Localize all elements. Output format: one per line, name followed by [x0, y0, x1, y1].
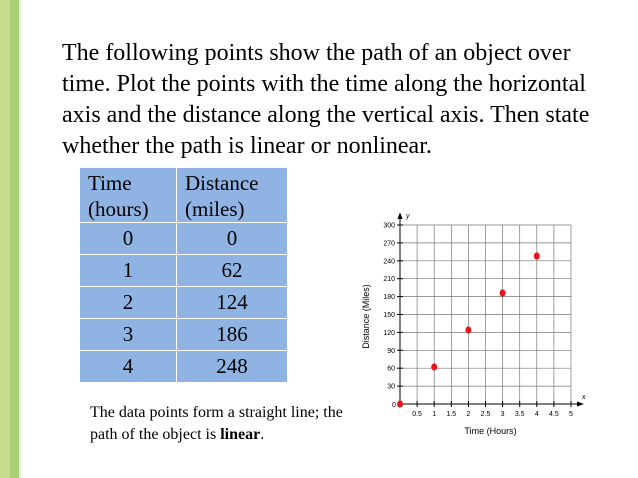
- scatter-chart: [355, 213, 595, 443]
- table-row: [80, 351, 288, 383]
- y-tick-label: 270: [383, 240, 395, 248]
- header-time-unit: (hours): [88, 197, 149, 221]
- table-header-row: [80, 168, 288, 223]
- data-point: [397, 400, 403, 407]
- header-distance-unit: (miles): [185, 197, 245, 221]
- data-point: [534, 252, 540, 259]
- table-cell-time: 2: [80, 287, 177, 319]
- y-axis-title: Distance (Miles): [361, 284, 371, 349]
- conclusion-text: [90, 402, 370, 446]
- table-cell-time: 3: [80, 319, 177, 351]
- table-cell-distance: 0: [177, 223, 288, 255]
- table-row: [80, 255, 288, 287]
- data-table: [79, 167, 288, 383]
- decorative-stripe: [10, 0, 19, 478]
- header-time-label: Time: [88, 171, 132, 195]
- conclusion-prefix: The data points form a straight line; the path of the object is: [90, 404, 343, 443]
- table-cell-distance: 186: [177, 319, 288, 351]
- x-tick-label: 2.5: [480, 411, 491, 418]
- origin-label: 0: [392, 402, 396, 409]
- header-distance: [177, 168, 288, 223]
- decorative-stripe: [19, 0, 21, 478]
- table-cell-distance: 124: [177, 287, 288, 319]
- header-time: [80, 168, 177, 223]
- x-axis-title: Time (Hours): [464, 426, 517, 436]
- x-tick-label: 3.5: [514, 411, 525, 418]
- y-axis-letter: y: [406, 213, 410, 220]
- x-tick-label: 1.5: [446, 411, 457, 418]
- decorative-stripe: [0, 0, 10, 478]
- x-axis-letter: x: [582, 394, 586, 401]
- data-point: [431, 363, 437, 370]
- conclusion-suffix: .: [260, 426, 265, 443]
- table-cell-time: 1: [80, 255, 177, 287]
- table-cell-time: 4: [80, 351, 177, 383]
- y-tick-label: 150: [383, 312, 395, 319]
- header-distance-label: Distance: [185, 171, 259, 195]
- table-cell-distance: 248: [177, 351, 288, 383]
- table-cell-distance: 62: [177, 255, 288, 287]
- table-row: [80, 287, 288, 319]
- x-tick-label: 1: [432, 411, 437, 418]
- x-axis-arrow: [577, 402, 584, 407]
- conclusion-emphasis: linear: [220, 426, 261, 443]
- y-tick-label: 240: [383, 258, 395, 266]
- y-tick-label: 180: [383, 294, 395, 302]
- y-tick-label: 120: [383, 329, 395, 337]
- y-axis-arrow: [398, 213, 403, 219]
- y-tick-label: 60: [387, 365, 395, 373]
- y-tick-label: 210: [383, 276, 395, 284]
- x-tick-label: 5: [569, 411, 573, 418]
- table-cell-time: 0: [80, 223, 177, 255]
- y-tick-label: 90: [387, 347, 395, 355]
- x-tick-label: 3: [500, 411, 505, 418]
- x-tick-label: 0.5: [412, 411, 422, 418]
- y-tick-label: 30: [387, 383, 395, 391]
- problem-statement: The following points show the path of an object over time. Plot the points with the time along the horizontal axis and the distance along the vertical axis. Then state whether the path is linear or nonlinear.: [62, 40, 590, 159]
- data-point: [500, 289, 506, 296]
- x-tick-label: 4: [534, 411, 539, 418]
- table-row: [80, 223, 288, 255]
- y-tick-label: 300: [383, 222, 395, 230]
- x-tick-label: 2: [466, 411, 471, 418]
- table-row: [80, 319, 288, 351]
- x-tick-label: 4.5: [549, 411, 559, 418]
- data-point: [465, 326, 471, 333]
